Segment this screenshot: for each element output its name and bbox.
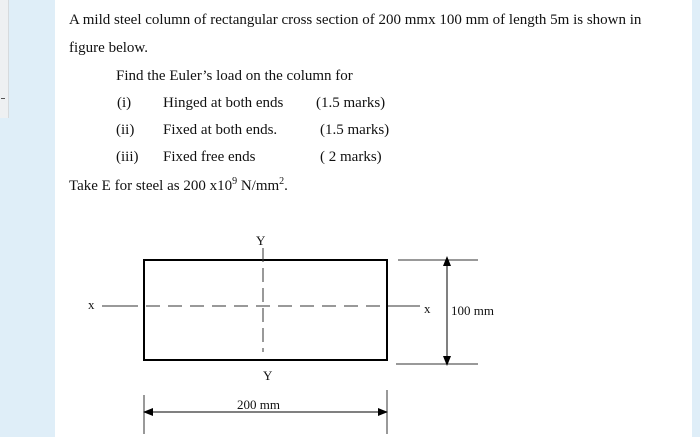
item-label: Hinged at both ends (163, 95, 284, 111)
question-line-1: A mild steel column of rectangular cross section of 200 mmx 100 mm of length 5m is shown in (69, 12, 642, 28)
item-marks: (1.5 marks) (320, 122, 390, 138)
width-dimension-label: 200 mm (237, 397, 280, 412)
y-axis-top-label: Y (256, 233, 266, 248)
modulus-exponent: 9 (232, 176, 238, 187)
x-axis-left-label: x (88, 297, 95, 312)
height-arrow-top (443, 256, 451, 266)
modulus-end: . (284, 178, 288, 194)
item-number: (ii) (116, 122, 135, 138)
task-line: Find the Euler’s load on the column for (116, 68, 353, 84)
y-axis-bottom-label: Y (263, 368, 273, 383)
item-marks: ( 2 marks) (320, 149, 382, 165)
modulus-unit-exponent: 2 (279, 176, 285, 187)
item-label: Fixed free ends (163, 149, 256, 165)
item-number: (i) (117, 95, 132, 111)
cross-section-rect (144, 260, 387, 360)
item-number: (iii) (116, 149, 139, 165)
x-axis-right-label: x (424, 301, 431, 316)
modulus-prefix: Take E for steel as 200 x10 (69, 178, 233, 194)
item-label: Fixed at both ends. (163, 122, 278, 138)
modulus-unit: N/mm (237, 178, 280, 194)
height-dimension-label: 100 mm (451, 303, 494, 318)
question-line-2: figure below. (69, 40, 148, 56)
item-marks: (1.5 marks) (316, 95, 386, 111)
